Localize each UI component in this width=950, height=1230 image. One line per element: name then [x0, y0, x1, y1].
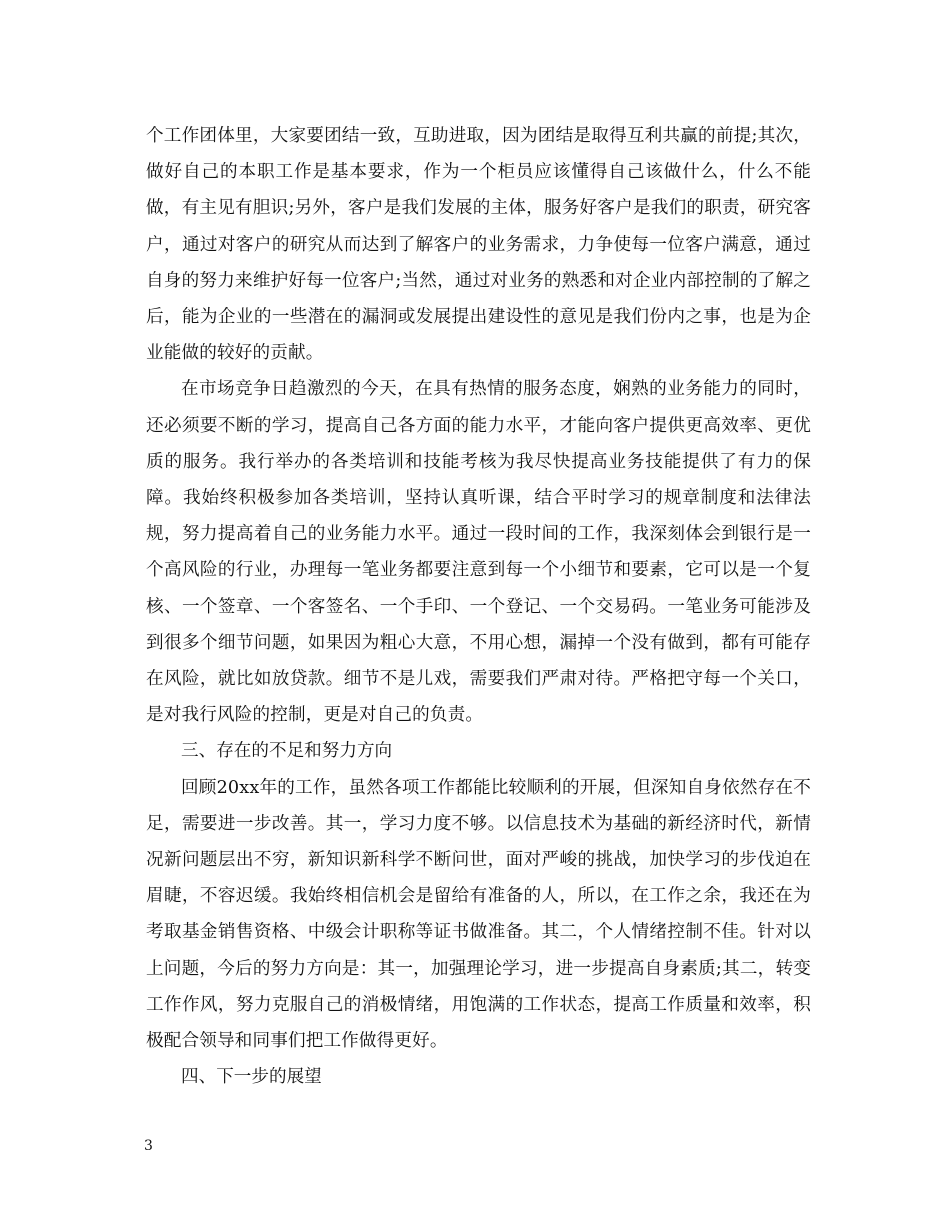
- section-heading-shortcomings: 三、存在的不足和努力方向: [181, 741, 393, 762]
- page-number: 3: [144, 1138, 153, 1154]
- section-heading-outlook: 四、下一步的展望: [181, 1067, 322, 1088]
- paragraph-continuation: 个工作团体里，大家要团结一致，互助进取，因为团结是取得互利共赢的前提;其次，做好自己的本职工作是基本要求，作为一个柜员应该懂得自己该做什么，什么不能做，有主见有胆识;另外，客户是我们发展的主体，服务好客户是我们的职责，研究客户，通过对客户的研究从而达到了解客户的业务需求，力争使每一位客户满意，通过自身的努力来维护好每一位客户;当然，通过对业务的熟悉和对企业内部控制的了解之后，能为企业的一些潜在的漏洞或发展提出建设性的意见是我们份内之事，也是为企业能做的较好的贡献。: [146, 126, 811, 364]
- paragraph-review: 回顾20xx年的工作，虽然各项工作都能比较顺利的开展，但深知自身依然存在不足，需要进一步改善。其一，学习力度不够。以信息技术为基础的新经济时代，新情况新问题层出不穷，新知识新科学不断问世，面对严峻的挑战，加快学习的步伐迫在眉睫，不容迟缓。我始终相信机会是留给有准备的人，所以，在工作之余，我还在为考取基金销售资格、中级会计职称等证书做准备。其二，个人情绪控制不佳。针对以上问题，今后的努力方向是：其一，加强理论学习，进一步提高自身素质;其二，转变工作作风，努力克服自己的消极情绪，用饱满的工作状态，提高工作质量和效率，积极配合领导和同事们把工作做得更好。: [146, 777, 811, 1052]
- document-body: [146, 118, 811, 1095]
- paragraph-training: 在市场竞争日趋激烈的今天，在具有热情的服务态度，娴熟的业务能力的同时，还必须要不断的学习，提高自己各方面的能力水平，才能向客户提供更高效率、更优质的服务。我行举办的各类培训和技能考核为我尽快提高业务技能提供了有力的保障。我始终积极参加各类培训，坚持认真听课，结合平时学习的规章制度和法律法规，努力提高着自己的业务能力水平。通过一段时间的工作，我深刻体会到银行是一个高风险的行业，办理每一笔业务都要注意到每一个小细节和要素，它可以是一个复核、一个签章、一个客签名、一个手印、一个登记、一个交易码。一笔业务可能涉及到很多个细节问题，如果因为粗心大意，不用心想，漏掉一个没有做到，都有可能存在风险，就比如放贷款。细节不是儿戏，需要我们严肃对待。严格把守每一个关口，是对我行风险的控制，更是对自己的负责。: [146, 379, 811, 726]
